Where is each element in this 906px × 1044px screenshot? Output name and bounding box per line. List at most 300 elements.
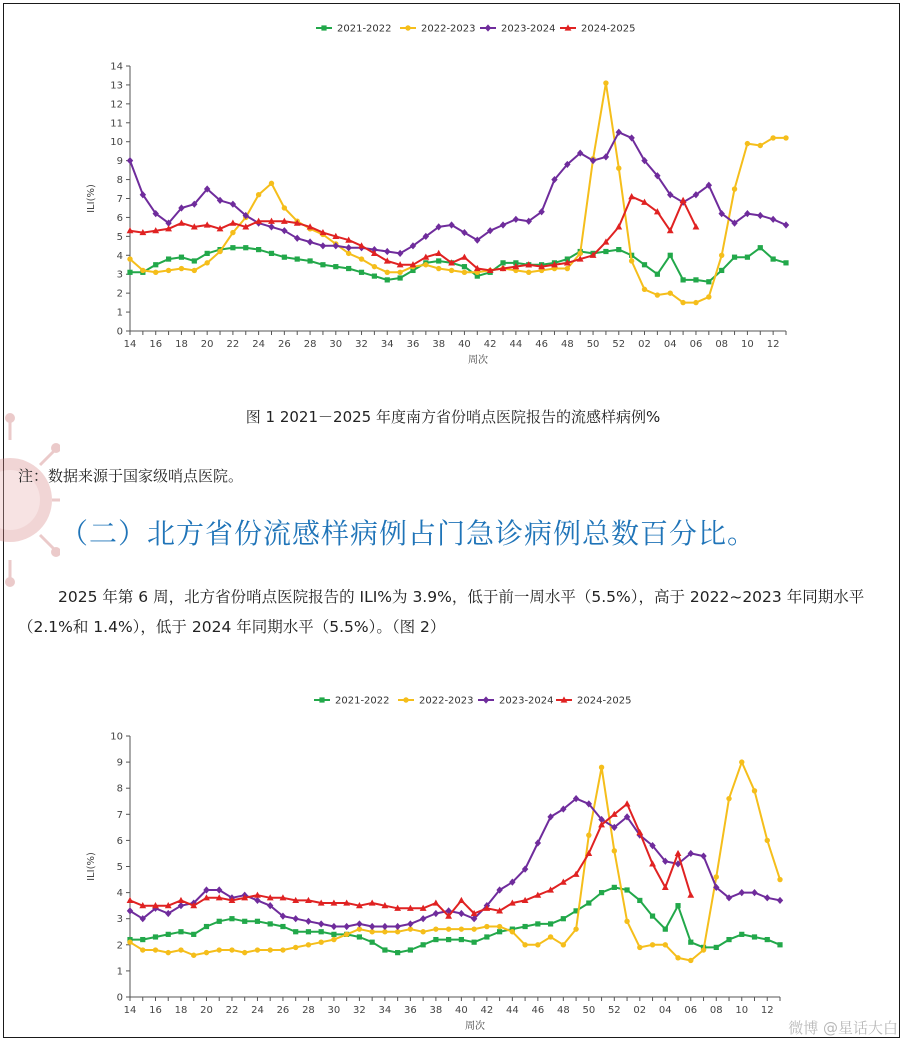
data-point [127,897,134,903]
x-tick-label: 08 [715,339,729,350]
data-point [293,945,298,950]
data-point [484,934,489,939]
y-tick-label: 6 [116,212,123,224]
data-point [217,919,222,924]
legend-item [480,24,556,35]
data-point [526,270,531,275]
legend-marker [403,697,408,702]
legend-label: 2022-2023 [419,695,474,707]
data-point [178,929,183,934]
data-point [706,294,711,299]
data-point [603,80,608,85]
x-tick-label: 06 [684,1005,698,1016]
data-point [357,934,362,939]
data-point [432,899,439,905]
data-point [153,270,158,275]
y-tick-label: 1 [116,307,123,319]
data-point [306,929,311,934]
y-tick-label: 10 [110,137,123,149]
data-point [359,270,364,275]
data-point [333,264,338,269]
data-point [346,266,351,271]
x-tick-label: 48 [560,339,574,350]
data-point [318,920,324,927]
chart-north [0,680,906,1038]
data-point [408,947,413,952]
x-tick-label: 26 [276,1005,290,1016]
data-point [166,932,171,937]
data-point [305,918,311,925]
data-point [706,279,711,284]
legend-item [478,696,554,707]
series-2022-2023 [127,759,782,963]
data-point [192,268,197,273]
series-2023-2024 [127,129,789,257]
x-tick-label: 06 [689,339,703,350]
data-point [500,260,505,265]
y-axis-label: ILI(%) [86,852,97,881]
data-point [179,255,184,260]
x-tick-label: 28 [302,1005,315,1016]
x-tick-label: 42 [480,1005,494,1016]
data-point [280,924,285,929]
data-point [616,247,621,252]
data-point [446,926,451,931]
data-point [178,220,185,226]
data-point [294,235,300,242]
data-point [561,942,566,947]
data-point [612,848,617,853]
data-point [739,889,745,896]
data-point [739,759,744,764]
data-point [701,947,706,952]
data-point [642,262,647,267]
data-point [178,947,183,952]
watermark: 微博 @星话大白 [788,1019,898,1037]
data-point [624,800,631,806]
data-point [688,958,693,963]
data-point [153,262,158,267]
x-tick-label: 34 [380,339,394,350]
data-point [732,255,737,260]
data-point [384,248,390,255]
data-point [229,916,234,921]
data-point [448,221,454,228]
data-point [307,238,313,245]
series-line [130,132,786,253]
x-tick-label: 04 [658,1005,672,1016]
data-point [770,216,776,223]
data-point [256,192,261,197]
x-tick-label: 16 [149,1005,162,1016]
data-point [655,292,660,297]
data-point [242,950,247,955]
x-tick-label: 42 [483,339,497,350]
data-point [663,927,668,932]
data-point [461,229,467,236]
data-point [280,947,285,952]
data-point [372,264,377,269]
legend-label: 2024-2025 [577,695,632,707]
series-2024-2025 [127,800,695,918]
legend-label: 2024-2025 [581,23,636,35]
y-tick-label: 10 [110,731,123,743]
data-point [497,929,502,934]
data-point [719,253,724,258]
data-point [205,251,210,256]
data-point [421,942,426,947]
data-point [331,932,336,937]
data-point [268,921,273,926]
data-point [751,889,757,896]
data-point [229,947,234,952]
x-tick-label: 36 [406,339,420,350]
data-point [397,270,402,275]
data-point [267,947,272,952]
legend-marker [485,24,491,31]
data-point [407,920,413,927]
data-point [471,926,476,931]
data-point [153,947,158,952]
data-point [459,926,464,931]
y-tick-label: 8 [116,783,123,795]
data-point [344,932,349,937]
data-point [726,796,731,801]
data-point [586,832,591,837]
series-line [130,248,786,282]
data-point [612,885,617,890]
data-point [700,852,706,859]
x-tick-label: 24 [252,339,265,350]
data-point [668,290,673,295]
data-point [752,934,757,939]
data-point [395,950,400,955]
x-tick-label: 08 [709,1005,723,1016]
x-tick-label: 48 [556,1005,570,1016]
x-tick-label: 04 [663,339,677,350]
data-point [649,860,656,866]
data-point [693,300,698,305]
data-point [535,921,540,926]
y-tick-label: 0 [116,992,123,1004]
data-point [295,256,300,261]
data-point [599,890,604,895]
y-tick-label: 1 [116,966,123,978]
data-point [127,157,133,164]
data-point [433,926,438,931]
data-point [281,227,287,234]
data-point [461,254,468,260]
data-point [382,947,387,952]
data-point [320,242,326,249]
x-tick-label: 44 [505,1005,519,1016]
series-2024-2025 [127,193,700,273]
x-tick-label: 32 [355,339,368,350]
data-point [140,268,145,273]
data-point [269,181,274,186]
x-tick-label: 14 [123,339,137,350]
y-tick-label: 4 [116,888,123,900]
x-tick-label: 30 [329,339,343,350]
data-point [127,270,132,275]
data-point [254,897,260,904]
data-point [687,892,694,898]
series-line [130,83,786,303]
x-tick-label: 26 [277,339,291,350]
data-point [385,270,390,275]
x-tick-label: 22 [226,339,240,350]
data-point [204,950,209,955]
legend-marker [321,25,326,30]
legend-label: 2021-2022 [335,695,390,707]
x-tick-label: 24 [251,1005,264,1016]
x-tick-label: 16 [149,339,163,350]
legend-item [400,24,476,35]
data-point [204,260,209,265]
data-point [655,272,660,277]
y-tick-label: 12 [110,99,123,111]
data-point [153,934,158,939]
data-point [423,262,428,267]
data-point [771,256,776,261]
data-point [382,923,388,930]
data-point [765,937,770,942]
legend-item [560,24,636,35]
data-point [458,897,465,903]
data-point [462,264,467,269]
series-2021-2022 [127,245,788,284]
data-point [433,937,438,942]
data-point [765,838,770,843]
series-2023-2024 [127,795,783,930]
x-axis-label: 周次 [465,1021,485,1032]
data-point [693,277,698,282]
x-tick-label: 36 [404,1005,417,1016]
data-point [663,942,668,947]
data-point [603,249,608,254]
data-point [615,223,622,229]
data-point [642,287,647,292]
y-tick-label: 5 [116,862,123,873]
data-point [777,877,782,882]
data-point [320,262,325,267]
series-line [130,197,696,271]
x-tick-label: 22 [225,1005,239,1016]
y-tick-label: 2 [116,288,123,300]
data-point [319,929,324,934]
data-point [345,244,351,251]
data-point [268,223,274,230]
data-point [758,245,763,250]
data-point [577,251,582,256]
data-point [599,765,604,770]
data-point [359,256,364,261]
data-point [243,245,248,250]
y-tick-label: 0 [116,326,123,338]
series-2022-2023 [127,80,788,305]
data-point [230,220,237,226]
data-point [586,900,591,905]
data-point [616,166,621,171]
x-tick-label: 12 [760,1005,774,1016]
figure1-caption: 图 1 2021－2025 年度南方省份哨点医院报告的流感样病例% [245,408,661,426]
data-point [356,920,362,927]
data-point [693,223,700,229]
data-point [398,275,403,280]
legend-item [398,696,474,707]
section-paragraph: 2025 年第 6 周，北方省份哨点医院报告的 ILI%为 3.9%，低于前一周水平（5.5%），高于 2022~2023 年同期水平（2.1%和 1.4%），低于 2024 年同期水平（5.5%）。（图 2） [18,588,865,636]
data-point [140,947,145,952]
data-point [719,268,724,273]
data-point [282,255,287,260]
data-point [178,897,185,903]
data-point [306,942,311,947]
x-tick-label: 02 [638,339,651,350]
data-point [269,251,274,256]
data-point [192,258,197,263]
y-tick-label: 8 [116,175,123,187]
legend-label: 2022-2023 [421,23,476,35]
data-point [370,940,375,945]
x-tick-label: 46 [535,339,548,350]
data-point [436,266,441,271]
data-point [548,921,553,926]
data-point [561,916,566,921]
x-tick-label: 40 [455,1005,468,1016]
y-axis-label: ILI(%) [86,184,97,213]
x-tick-label: 46 [531,1005,545,1016]
data-point [140,937,145,942]
y-tick-label: 2 [116,940,123,952]
data-point [500,221,506,228]
data-point [127,256,132,261]
data-point [675,903,680,908]
y-tick-label: 6 [116,835,123,847]
x-tick-label: 10 [735,1005,749,1016]
y-tick-label: 11 [110,118,123,130]
data-point [230,230,235,235]
y-tick-label: 9 [116,156,123,168]
data-point [318,939,323,944]
x-tick-label: 18 [174,1005,188,1016]
data-point [191,953,196,958]
x-tick-label: 52 [607,1005,621,1016]
data-point [675,850,682,856]
data-point [166,950,171,955]
data-point [242,919,247,924]
data-point [783,135,788,140]
x-tick-label: 20 [200,339,214,350]
y-tick-label: 13 [110,80,123,92]
data-point [127,939,132,944]
data-point [535,942,540,947]
y-tick-label: 3 [116,269,123,281]
data-point [777,942,782,947]
data-point [282,205,287,210]
x-tick-label: 52 [612,339,626,350]
data-point [204,924,209,929]
data-point [513,216,519,223]
data-point [629,258,634,263]
x-tick-label: 32 [353,1005,366,1016]
legend-label: 2023-2024 [501,23,556,35]
legend-item [556,696,632,707]
data-point [680,300,685,305]
data-point [394,923,400,930]
data-point [522,924,527,929]
data-point [369,923,375,930]
x-tick-label: 50 [586,339,600,350]
data-point [433,910,439,917]
data-point [650,942,655,947]
legend-label: 2023-2024 [499,695,554,707]
data-point [166,256,171,261]
data-point [758,143,763,148]
data-point [650,913,655,918]
data-point [745,255,750,260]
data-point [637,945,642,950]
data-point [783,221,789,228]
data-point [462,270,467,275]
data-point [255,947,260,952]
data-point [436,258,441,263]
data-point [331,937,336,942]
data-point [637,898,642,903]
y-tick-label: 4 [116,250,123,262]
data-point [688,940,693,945]
data-point [522,942,527,947]
data-point [548,934,553,939]
data-point [726,937,731,942]
y-tick-label: 14 [110,61,123,73]
x-tick-label: 14 [123,1005,137,1016]
data-source-note: 注：数据来源于国家级哨点医院。 [18,467,244,485]
data-point [739,932,744,937]
series-line [130,804,691,916]
y-tick-label: 3 [116,914,123,926]
data-point [624,919,629,924]
data-point [293,929,298,934]
data-point [397,250,403,257]
legend-marker [483,696,489,703]
data-point [230,245,235,250]
y-tick-label: 9 [116,757,123,769]
legend-marker [405,25,410,30]
data-point [385,277,390,282]
data-point [420,915,426,922]
data-point [757,212,763,219]
data-point [435,250,442,256]
legend-label: 2021-2022 [337,23,392,35]
x-tick-label: 38 [432,339,446,350]
section-heading: （二）北方省份流感样病例占门急诊病例总数百分比。 [60,517,757,550]
x-tick-label: 38 [429,1005,443,1016]
data-point [770,135,775,140]
data-point [191,932,196,937]
data-point [732,186,737,191]
data-point [420,929,425,934]
data-point [752,788,757,793]
data-point [217,249,222,254]
data-point [484,924,489,929]
y-tick-label: 7 [116,194,123,205]
data-point [714,874,719,879]
legend-marker [319,697,324,702]
x-tick-label: 12 [766,339,780,350]
data-point [255,919,260,924]
x-tick-label: 28 [303,339,317,350]
legend-item [316,24,392,35]
